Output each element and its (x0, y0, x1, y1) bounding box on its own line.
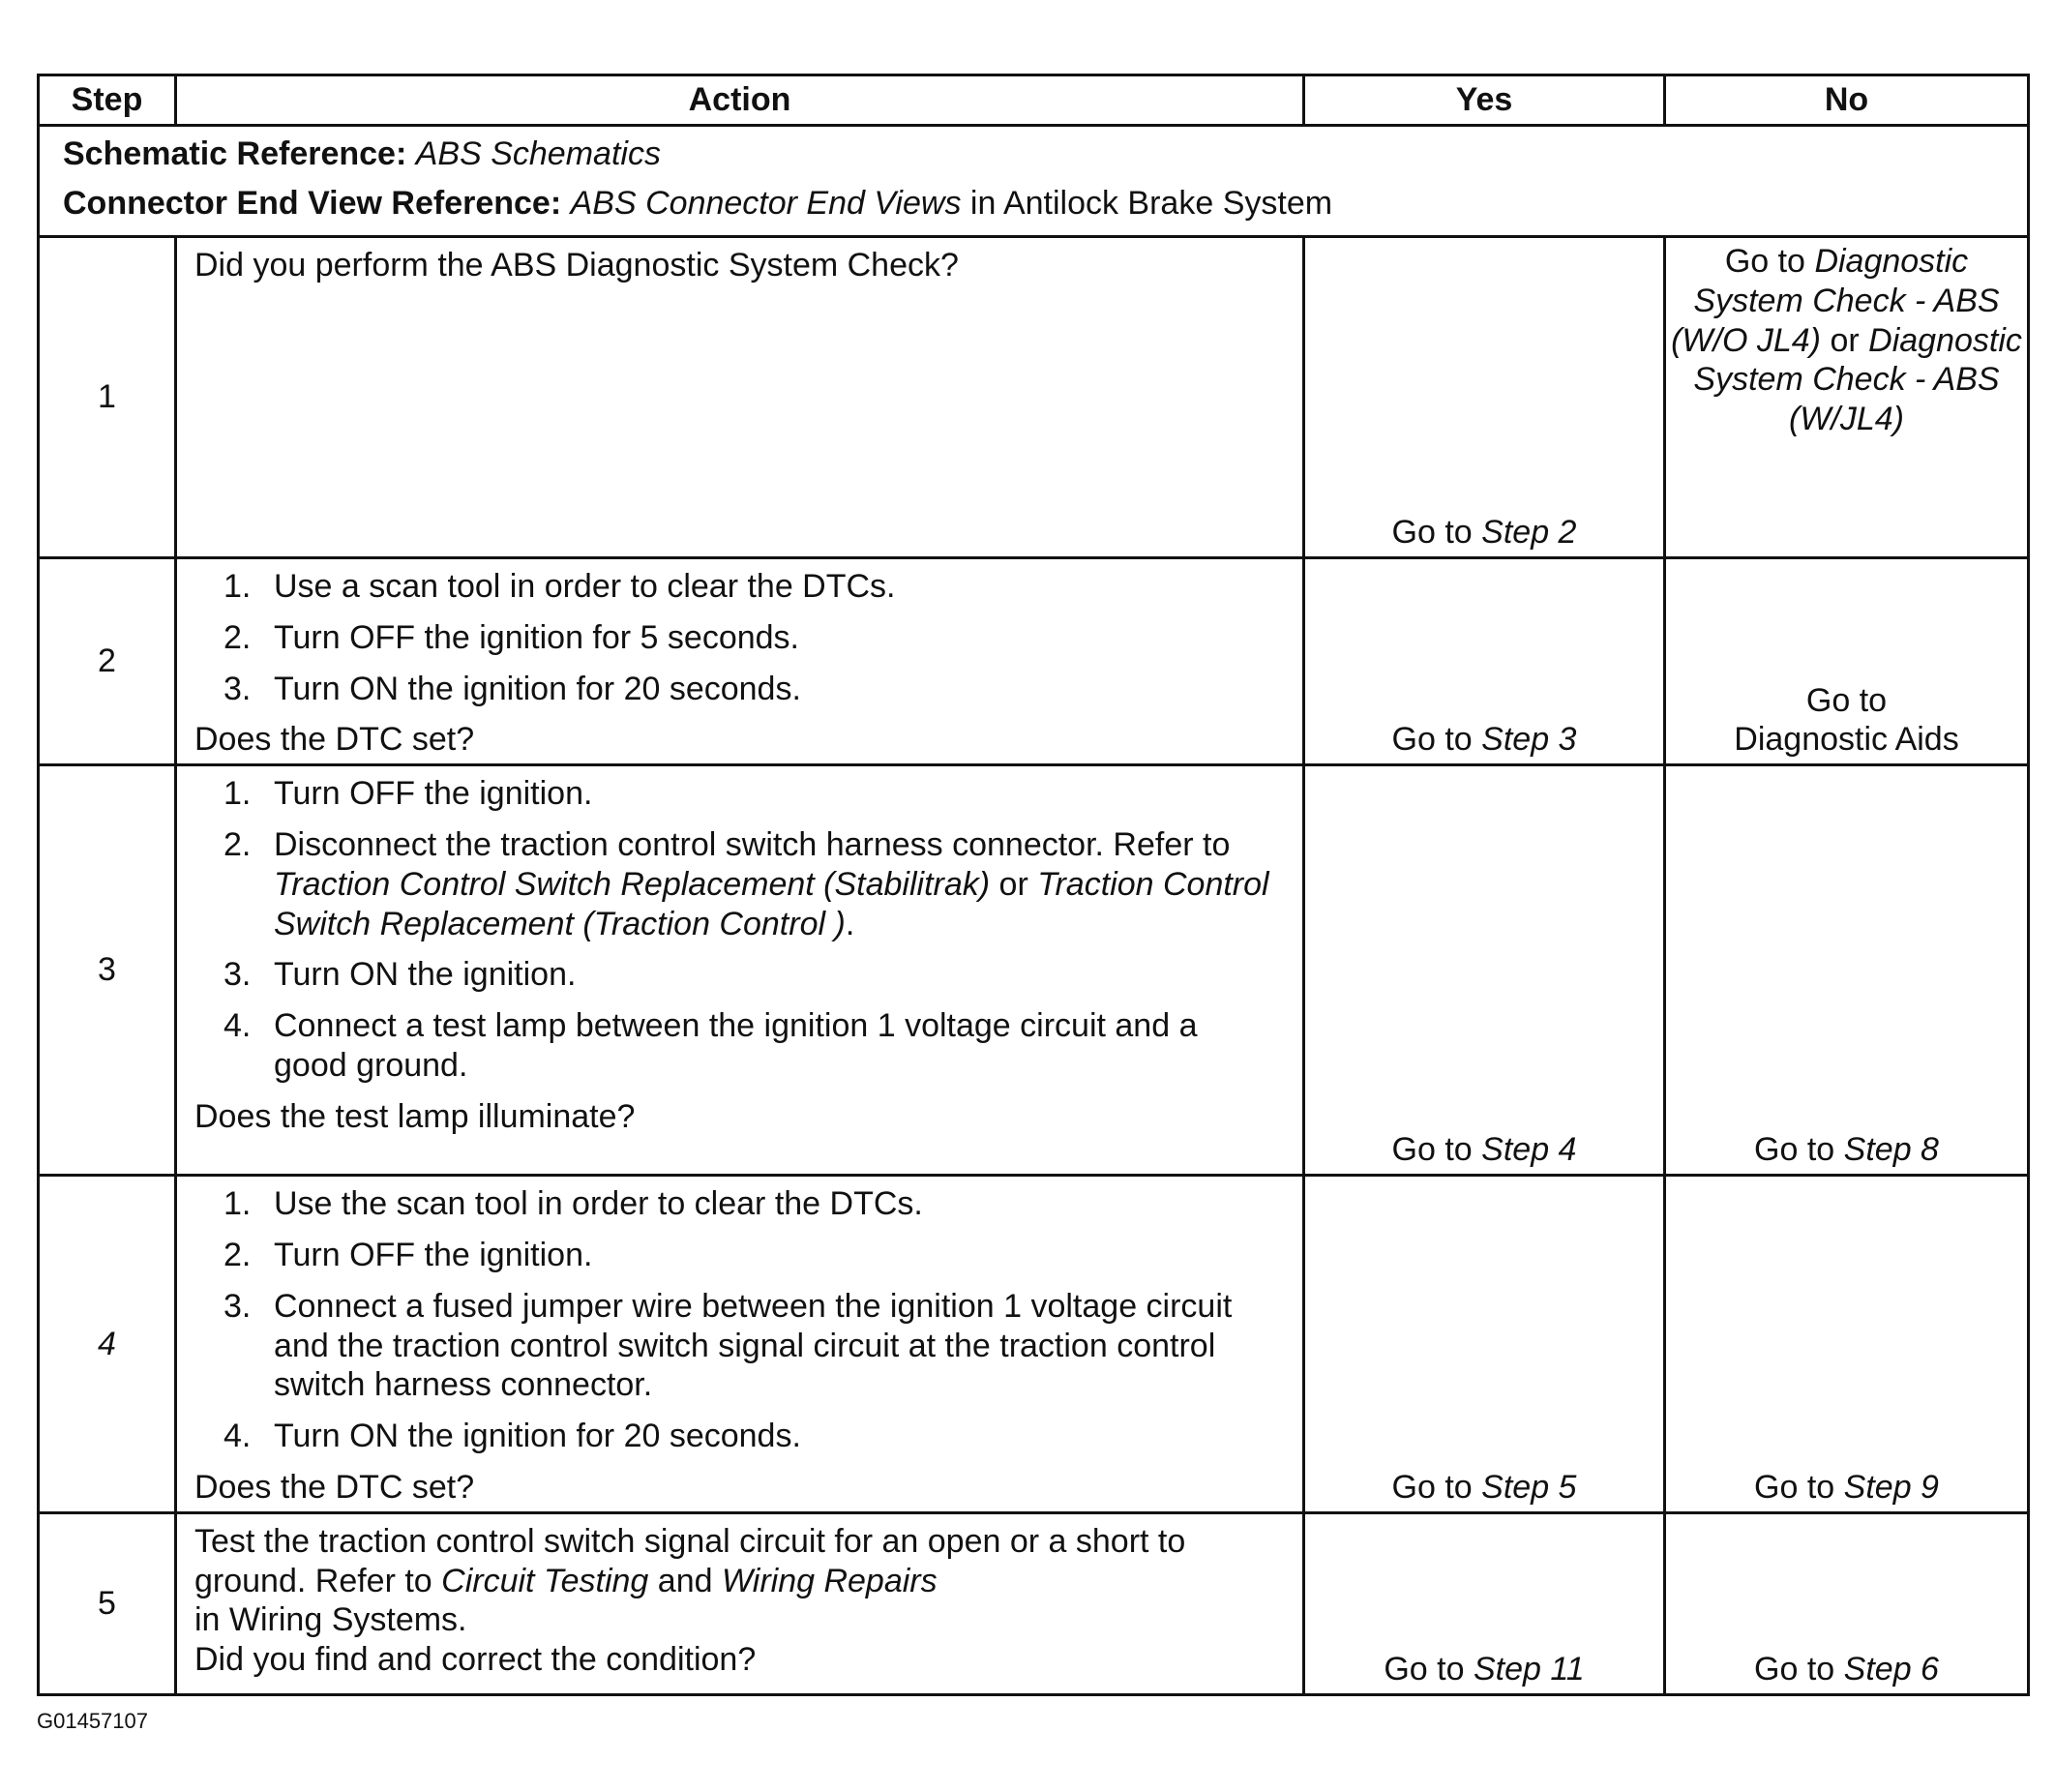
yes-cell (1304, 765, 1665, 1176)
action-text-and: and (657, 1562, 713, 1599)
connector-reference (63, 184, 2027, 224)
list-item-text: Turn ON the ignition for 20 seconds. (274, 670, 801, 707)
table-row (39, 765, 2029, 1176)
list-item: 1. Turn OFF the ignition. (223, 775, 593, 813)
header-no: No (1665, 75, 2029, 126)
yes-prefix: Go to (1391, 514, 1473, 552)
no-prefix: Go to (1805, 681, 1888, 719)
action-list (194, 567, 1275, 708)
list-item-text: Connect a test lamp between the ignition 1 voltage circuit and a good ground. (274, 1007, 1198, 1084)
no-cell (1665, 558, 2029, 765)
schematic-reference (63, 134, 2027, 174)
step-number: 3 (39, 765, 176, 1176)
no-target-link[interactable]: Diagnostic Aids (1734, 721, 1959, 759)
yes-target-link[interactable]: Step 11 (1473, 1650, 1585, 1687)
list-item-text: Use a scan tool in order to clear the DTCs. (274, 568, 896, 605)
action-cell (176, 1176, 1304, 1513)
yes-cell (1304, 1176, 1665, 1513)
step-number: 2 (39, 558, 176, 765)
list-item: 3. Turn ON the ignition. (223, 956, 577, 994)
yes-prefix: Go to (1391, 721, 1473, 759)
action-question: Did you find and correct the condition? (194, 1641, 757, 1679)
yes-target-link[interactable]: Step 3 (1481, 721, 1577, 759)
reference-row (39, 126, 2029, 237)
step-number: 1 (39, 237, 176, 558)
list-item-text: Turn ON the ignition. (274, 956, 577, 994)
header-action: Action (176, 75, 1304, 126)
action-question: Does the test lamp illuminate? (194, 1097, 636, 1135)
action-text-b: in Wiring Systems. (194, 1601, 467, 1639)
header-step: Step (39, 75, 176, 126)
list-item: 1. Use the scan tool in order to clear the DTCs. (223, 1185, 923, 1223)
list-item: 3. Connect a fused jumper wire between the ignition 1 voltage circuit and the traction control switch signal circuit at the traction control switch harness connector. (223, 1287, 1233, 1404)
no-target-link[interactable]: Step 6 (1843, 1650, 1939, 1687)
action-question: Does the DTC set? (194, 721, 475, 759)
list-item-text: Use the scan tool in order to clear the DTCs. (274, 1185, 923, 1223)
reference-link[interactable]: Traction Control Switch Replacement (Traction Control ) (274, 865, 1269, 942)
list-item: 4. Connect a test lamp between the ignition 1 voltage circuit and a good ground. (223, 1007, 1198, 1084)
action-list (194, 774, 1275, 1086)
table-row (39, 1176, 2029, 1513)
yes-prefix: Go to (1391, 1131, 1473, 1169)
list-item: 4. Turn ON the ignition for 20 seconds. (223, 1418, 801, 1455)
no-prefix: Go to (1754, 1650, 1835, 1687)
action-cell (176, 558, 1304, 765)
action-cell (176, 1512, 1304, 1694)
yes-cell (1304, 237, 1665, 558)
action-question: Does the DTC set? (194, 1468, 475, 1506)
action-cell (176, 765, 1304, 1176)
no-prefix: Go to (1754, 1468, 1835, 1506)
step-number: 4 (39, 1176, 176, 1513)
connector-reference-link[interactable]: ABS Connector End Views (570, 184, 962, 222)
list-item: 1. Use a scan tool in order to clear the DTCs. (223, 568, 896, 605)
list-item-text: Turn OFF the ignition for 5 seconds. (274, 618, 799, 656)
action-text (194, 1522, 1275, 1601)
action-text-a: Test the traction control switch signal circuit for an open or a short to ground. Refer to (194, 1522, 1186, 1599)
no-cell (1665, 765, 2029, 1176)
no-target-link[interactable]: Step 8 (1843, 1131, 1939, 1169)
no-cell (1665, 1176, 2029, 1513)
no-prefix: Go to (1754, 1131, 1835, 1169)
action-list (194, 1184, 1275, 1456)
table-row (39, 558, 2029, 765)
table-row (39, 237, 2029, 558)
yes-cell (1304, 1512, 1665, 1694)
list-item-text: Turn OFF the ignition. (274, 1236, 593, 1273)
list-item: 3. Turn ON the ignition for 20 seconds. (223, 670, 801, 707)
step-number: 5 (39, 1512, 176, 1694)
list-item-text: Turn OFF the ignition. (274, 775, 593, 813)
yes-cell (1304, 558, 1665, 765)
action-question: Did you perform the ABS Diagnostic System Check? (194, 247, 959, 284)
header-yes: Yes (1304, 75, 1665, 126)
header-row (39, 75, 2029, 126)
list-item: 2. Turn OFF the ignition for 5 seconds. (223, 618, 799, 656)
yes-target-link[interactable]: Step 4 (1481, 1131, 1577, 1169)
no-cell (1665, 237, 2029, 558)
reference-link-2[interactable]: Wiring Repairs (721, 1562, 938, 1599)
schematic-reference-label: Schematic Reference: (63, 135, 407, 172)
no-target-link-2[interactable]: Diagnostic System Check - ABS (W/JL4) (1693, 321, 2022, 438)
reference-link[interactable]: Traction Control Switch Replacement (Stabilitrak) (274, 865, 991, 903)
list-item: 2. Disconnect the traction control switch harness connector. Refer to Traction Control Switch Replacement (Stabilitrak) or Traction Control Switch Replacement (Traction Control ). (223, 825, 1269, 942)
diagnostic-table (37, 74, 2030, 1696)
list-item-text: or (998, 865, 1028, 903)
connector-reference-label: Connector End View Reference: (63, 184, 562, 222)
yes-prefix: Go to (1384, 1650, 1465, 1687)
yes-target-link[interactable]: Step 2 (1481, 514, 1577, 552)
no-middle: or (1830, 321, 1860, 359)
list-item: 2. Turn OFF the ignition. (223, 1236, 593, 1273)
no-prefix: Go to (1724, 243, 1805, 280)
figure-code: G01457107 (37, 1709, 148, 1733)
yes-target-link[interactable]: Step 5 (1481, 1468, 1577, 1506)
list-item-text: Turn ON the ignition for 20 seconds. (274, 1418, 801, 1455)
list-item-text: Connect a fused jumper wire between the ignition 1 voltage circuit and the traction control switch signal circuit at the traction control switch harness connector. (274, 1287, 1233, 1404)
table-row (39, 1512, 2029, 1694)
action-cell (176, 237, 1304, 558)
list-item-text: . (845, 905, 855, 942)
list-item-text: Disconnect the traction control switch harness connector. Refer to (274, 825, 1231, 863)
reference-cell (39, 126, 2029, 237)
no-target-link[interactable]: Step 9 (1843, 1468, 1939, 1506)
yes-prefix: Go to (1391, 1468, 1473, 1506)
connector-reference-suffix: in Antilock Brake System (969, 184, 1333, 222)
schematic-reference-link[interactable]: ABS Schematics (415, 135, 661, 172)
no-target-link[interactable]: Diagnostic System Check - ABS (W/O JL4) (1671, 243, 2000, 359)
no-cell (1665, 1512, 2029, 1694)
reference-link[interactable]: Circuit Testing (441, 1562, 649, 1599)
